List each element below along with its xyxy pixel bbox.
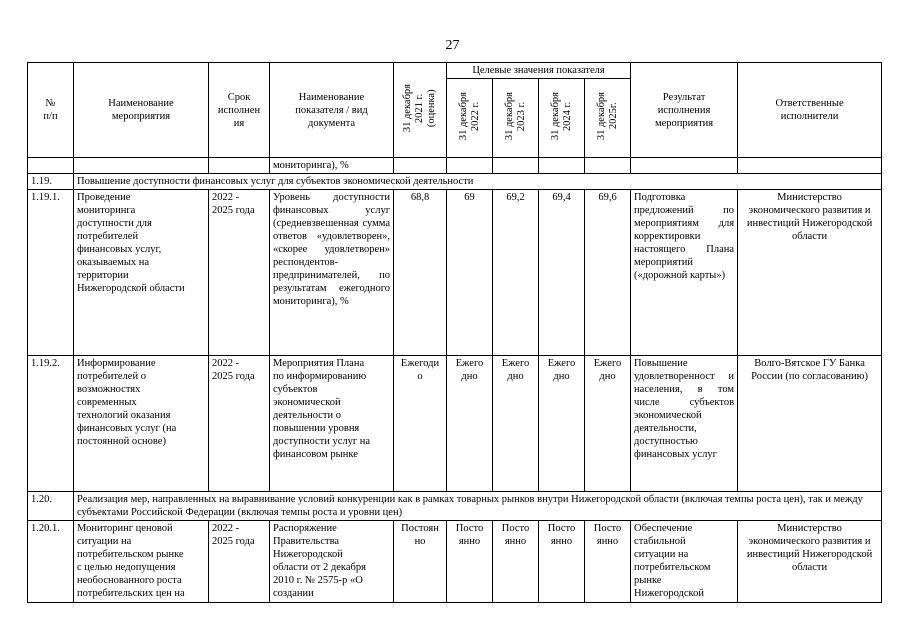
value-2021: Ежегоди о (394, 356, 447, 492)
value-2025: Ежего дно (585, 356, 631, 492)
header-num: № п/п (28, 63, 74, 158)
row-indicator: Уровень доступности финансовых услуг (средневзвешенная сумма ответов «удовлетворен», «скорее удовлетворен» респондентов-предпринимателей, по результатам ежегодного мониторинга), % (270, 190, 394, 356)
section-row-120 (28, 492, 882, 521)
value-2024: Ежего дно (539, 356, 585, 492)
section-num: 1.19. (28, 174, 74, 190)
carry-over-text: мониторинга), % (270, 158, 394, 174)
row-name: Мониторинг ценовой ситуации на потребительском рынке с целью недопущения необоснованного роста потребительских цен на (74, 521, 209, 603)
value-2022: 69 (447, 190, 493, 356)
table-row-1191 (28, 190, 882, 356)
header-term: Срок исполнен ия (209, 63, 270, 158)
header-name: Наименование мероприятия (74, 63, 209, 158)
table-row-1201 (28, 521, 882, 603)
value-2025: 69,6 (585, 190, 631, 356)
value-2021: Постоян но (394, 521, 447, 603)
section-title: Реализация мер, направленных на выравнивание условий конкуренции как в рамках товарных рынков внутри Нижегородской области (включая темпы роста цен), так и между субъектами Российской Федерации (включая темпы роста и уровни цен) (74, 492, 882, 521)
row-responsible: Министерство экономического развития и инвестиций Нижегородской области (738, 521, 882, 603)
header-responsible: Ответственные исполнители (738, 63, 882, 158)
value-2022: Ежего дно (447, 356, 493, 492)
row-num: 1.20.1. (28, 521, 74, 603)
page-number: 27 (445, 38, 460, 53)
carry-over-row (28, 158, 882, 174)
row-responsible: Министерство экономического развития и инвестиций Нижегородской области (738, 190, 882, 356)
row-indicator: Распоряжение Правительства Нижегородской области от 2 декабря 2010 г. № 2575-р «О создании (270, 521, 394, 603)
value-2024: Посто янно (539, 521, 585, 603)
value-2022: Посто янно (447, 521, 493, 603)
row-result: Подготовка предложений по мероприятиям для корректировки настоящего Плана мероприятий («дорожной карты») (631, 190, 738, 356)
header-target-group: Целевые значения показателя (447, 63, 631, 79)
value-2021: 68,8 (394, 190, 447, 356)
row-num: 1.19.2. (28, 356, 74, 492)
section-num: 1.20. (28, 492, 74, 521)
row-name: Информирование потребителей о возможностях современных технологий оказания финансовых услуг (на постоянной основе) (74, 356, 209, 492)
row-term: 2022 - 2025 года (209, 521, 270, 603)
row-term: 2022 - 2025 года (209, 190, 270, 356)
row-result: Обеспечение стабильной ситуации на потребительском рынке Нижегородской (631, 521, 738, 603)
table-row-1192 (28, 356, 882, 492)
value-2023: 69,2 (493, 190, 539, 356)
value-2023: Посто янно (493, 521, 539, 603)
header-2024: 31 декабря 2024 г. (539, 79, 585, 158)
row-name: Проведение мониторинга доступности для потребителей финансовых услуг, оказываемых на территории Нижегородской области (74, 190, 209, 356)
row-responsible: Волго-Вятское ГУ Банка России (по согласованию) (738, 356, 882, 492)
section-title: Повышение доступности финансовых услуг для субъектов экономической деятельности (74, 174, 882, 190)
section-row-119 (28, 174, 882, 190)
value-2023: Ежего дно (493, 356, 539, 492)
value-2025: Посто янно (585, 521, 631, 603)
row-term: 2022 - 2025 года (209, 356, 270, 492)
header-indicator: Наименование показателя / вид документа (270, 63, 394, 158)
header-2021: 31 декабря 2021 г. (оценка) (394, 63, 447, 158)
header-2023: 31 декабря 2023 г. (493, 79, 539, 158)
row-result: Повышение удовлетворенност и населения, в том числе субъектов экономической деятельности, доступностью финансовых услуг (631, 356, 738, 492)
header-result: Результат исполнения мероприятия (631, 63, 738, 158)
header-2022: 31 декабря 2022 г. (447, 79, 493, 158)
row-num: 1.19.1. (28, 190, 74, 356)
header-2025: 31 декабря 2025г. (585, 79, 631, 158)
value-2024: 69,4 (539, 190, 585, 356)
measures-table (27, 62, 882, 603)
row-indicator: Мероприятия Плана по информированию субъектов экономической деятельности о повышении уровня доступности услуг на финансовом рынке (270, 356, 394, 492)
